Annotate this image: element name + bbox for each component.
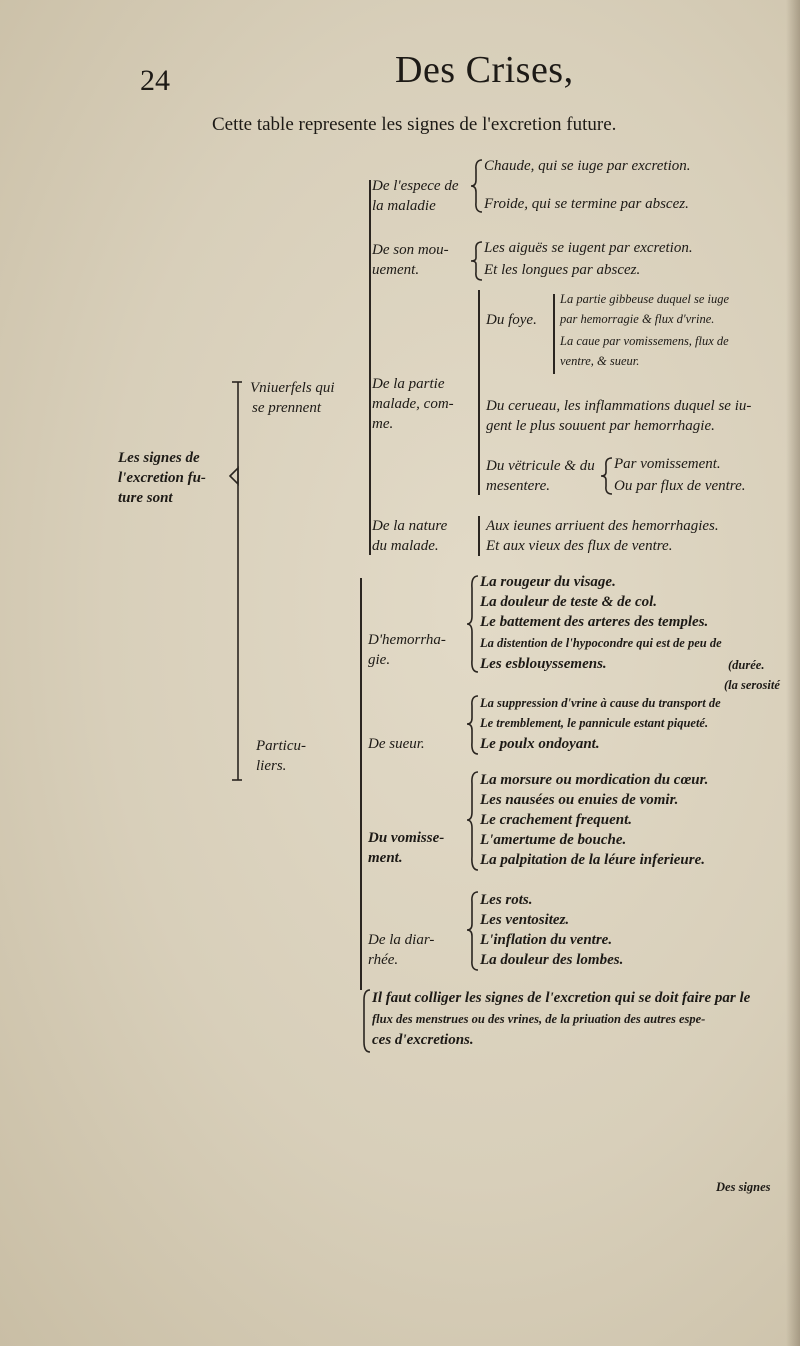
hemorrhagie-item-4: La distention de l'hypocondre qui est de peu de — [480, 636, 722, 650]
mouvement-label-line-2: uement. — [372, 262, 420, 278]
diarrhee-brace — [466, 890, 480, 972]
nature-item-2: Et aux vieux des flux de ventre. — [486, 538, 673, 554]
foye-item-3: La caue par vomissemens, flux de — [560, 334, 729, 348]
running-title: Des Crises, — [395, 49, 574, 91]
cerveau-item-1: Du cerueau, les inflammations duquel se iu- — [486, 398, 752, 414]
nature-item-1: Aux ieunes arriuent des hemorrhagies. — [486, 518, 719, 534]
foye-item-1: La partie gibbeuse duquel se iuge — [560, 292, 730, 306]
universels-label-line-2: se prennent — [252, 400, 322, 416]
espece-brace — [470, 158, 484, 214]
note-line-3: ces d'excretions. — [372, 1032, 474, 1048]
universels-label-line-1: Vniuerfels qui — [250, 380, 335, 396]
mouvement-label-line-1: De son mou- — [372, 242, 449, 258]
vomissement-item-1: La morsure ou mordication du cœur. — [480, 772, 709, 788]
partie-label-line-3: me. — [372, 416, 394, 432]
page-edge-shadow — [786, 0, 800, 1346]
vomissement-item-2: Les nausées ou enuies de vomir. — [480, 792, 679, 808]
hemorrhagie-brace — [466, 574, 480, 674]
cerveau-item-2: gent le plus souuent par hemorrhagie. — [486, 418, 715, 434]
diarrhee-label-line-1: De la diar- — [368, 932, 435, 948]
particuliers-label-line-2: liers. — [256, 758, 287, 774]
universels-trunk — [369, 180, 371, 555]
ventricule-label-line-2: mesentere. — [486, 478, 550, 494]
particuliers-label-line-1: Particu- — [256, 738, 306, 754]
diarrhee-label-line-2: rhée. — [368, 952, 399, 968]
sueur-brace — [466, 694, 480, 756]
root-brace — [228, 380, 248, 800]
espece-item-1: Chaude, qui se iuge par excretion. — [484, 158, 691, 174]
root-label-line-3: ture sont — [118, 490, 173, 506]
diarrhee-item-3: L'inflation du ventre. — [480, 932, 613, 948]
vomissement-item-3: Le crachement frequent. — [480, 812, 633, 828]
partie-trunk — [478, 290, 480, 495]
ventricule-brace — [600, 456, 614, 496]
hemorrhagie-continuation-2: (la serosité — [724, 678, 780, 692]
note-line-2: flux des menstrues ou des vrines, de la priuation des autres espe- — [372, 1012, 706, 1026]
diarrhee-item-1: Les rots. — [480, 892, 533, 908]
hemorrhagie-item-1: La rougeur du visage. — [480, 574, 616, 590]
ventricule-item-2: Ou par flux de ventre. — [614, 478, 746, 494]
vomissement-item-5: La palpitation de la léure inferieure. — [480, 852, 705, 868]
mouvement-item-1: Les aiguës se iugent par excretion. — [484, 240, 693, 256]
sueur-item-3: Le poulx ondoyant. — [480, 736, 600, 752]
hemorrhagie-item-3: Le battement des arteres des temples. — [480, 614, 709, 630]
hemorrhagie-item-2: La douleur de teste & de col. — [480, 594, 658, 610]
hemorrhagie-item-5: Les esblouyssemens. — [480, 656, 607, 672]
vomissement-brace — [466, 770, 480, 872]
hemorrhagie-continuation-1: (durée. — [728, 658, 765, 672]
nature-rule — [478, 516, 480, 556]
sueur-item-2: Le tremblement, le pannicule estant piqueté. — [480, 716, 709, 730]
foye-label: Du foye. — [486, 312, 537, 328]
hemorrhagie-label-line-1: D'hemorrha- — [368, 632, 446, 648]
espece-label-line-2: la maladie — [372, 198, 436, 214]
sueur-label: De sueur. — [368, 736, 425, 752]
foye-item-4: ventre, & sueur. — [560, 354, 640, 368]
hemorrhagie-label-line-2: gie. — [368, 652, 391, 668]
root-label-line-2: l'excretion fu- — [118, 470, 206, 486]
mouvement-item-2: Et les longues par abscez. — [484, 262, 641, 278]
partie-label-line-1: De la partie — [372, 376, 445, 392]
page-number: 24 — [140, 64, 170, 97]
table-intro: Cette table represente les signes de l'excretion future. — [212, 114, 617, 135]
nature-label-line-1: De la nature — [372, 518, 448, 534]
note-line-1: Il faut colliger les signes de l'excretion qui se doit faire par le — [372, 990, 751, 1006]
espece-item-2: Froide, qui se termine par abscez. — [484, 196, 689, 212]
nature-label-line-2: du malade. — [372, 538, 439, 554]
diarrhee-item-4: La douleur des lombes. — [480, 952, 624, 968]
mouvement-brace — [470, 240, 484, 282]
vomissement-label-line-2: ment. — [368, 850, 403, 866]
ventricule-label-line-1: Du vëtricule & du — [486, 458, 595, 474]
foye-rule — [553, 294, 555, 374]
espece-label-line-1: De l'espece de — [372, 178, 459, 194]
foye-item-2: par hemorragie & flux d'vrine. — [560, 312, 715, 326]
particuliers-trunk — [360, 578, 362, 990]
vomissement-item-4: L'amertume de bouche. — [480, 832, 627, 848]
root-label-line-1: Les signes de — [118, 450, 200, 466]
ventricule-item-1: Par vomissement. — [614, 456, 721, 472]
diarrhee-item-2: Les ventositez. — [480, 912, 570, 928]
vomissement-label-line-1: Du vomisse- — [368, 830, 445, 846]
partie-label-line-2: malade, com- — [372, 396, 454, 412]
catchword: Des signes — [716, 1180, 771, 1194]
sueur-item-1: La suppression d'vrine à cause du transport de — [480, 696, 721, 710]
